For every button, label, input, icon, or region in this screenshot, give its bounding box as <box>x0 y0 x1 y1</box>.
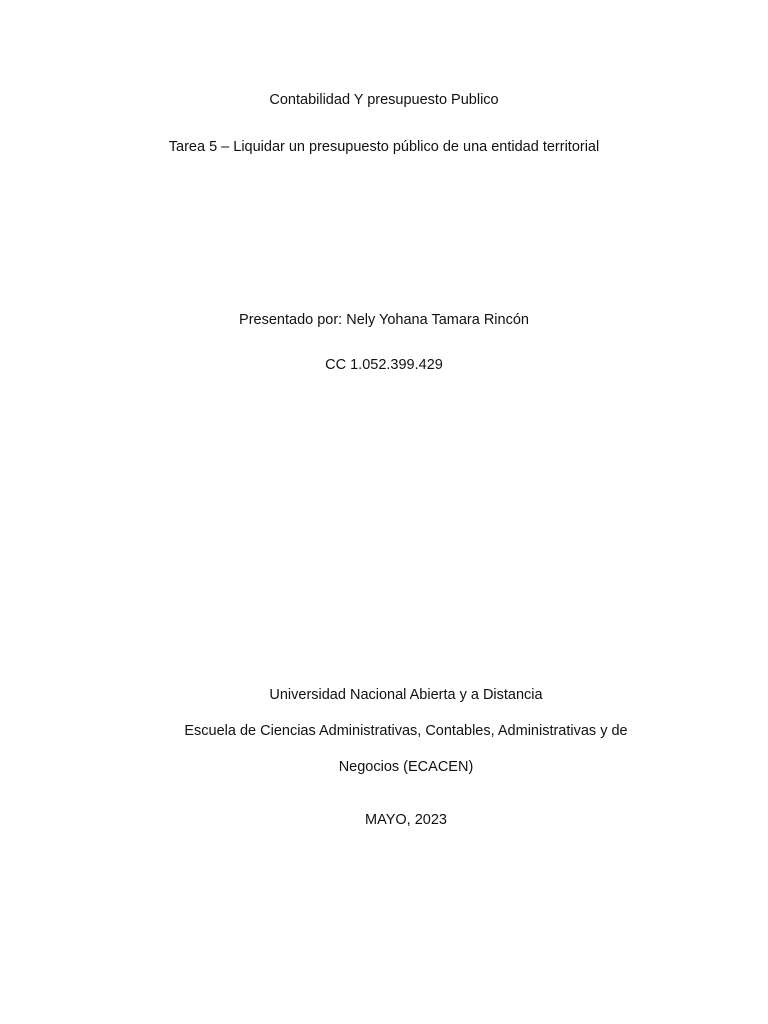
task-title: Tarea 5 – Liquidar un presupuesto público de una entidad territorial <box>168 139 600 155</box>
school-name-line-1: Escuela de Ciencias Administrativas, Contables, Administrativas y de <box>184 723 628 739</box>
school-name-line-2: Negocios (ECACEN) <box>338 759 474 775</box>
document-date: MAYO, 2023 <box>365 812 447 828</box>
course-title: Contabilidad Y presupuesto Publico <box>269 92 499 108</box>
university-name: Universidad Nacional Abierta y a Distancia <box>269 687 543 703</box>
presented-by: Presentado por: Nely Yohana Tamara Rincón <box>239 312 529 328</box>
id-number: CC 1.052.399.429 <box>325 357 443 373</box>
